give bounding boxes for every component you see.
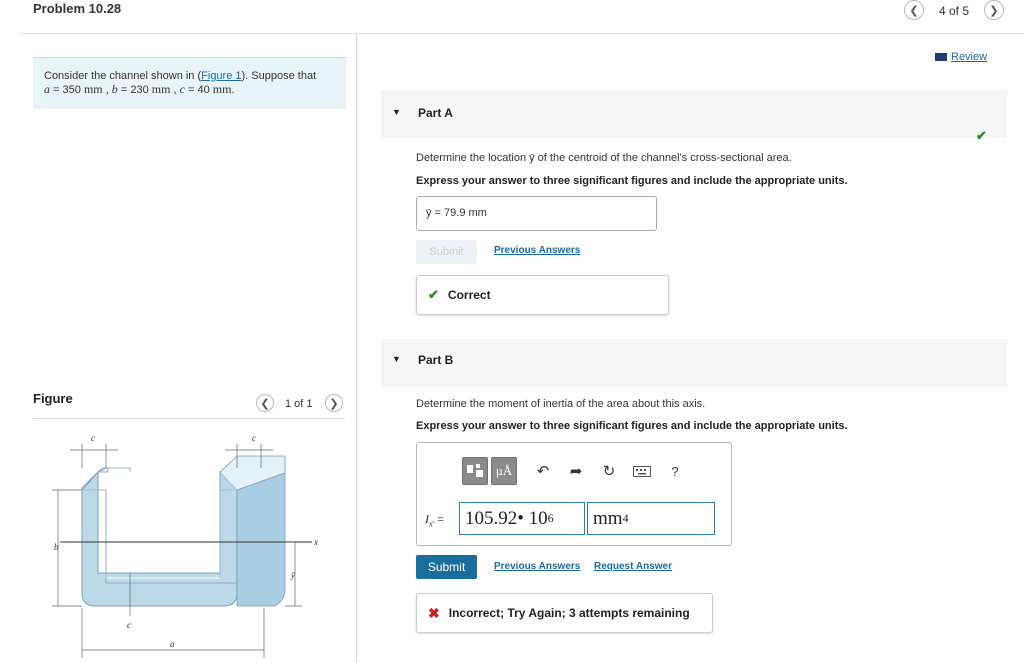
templates-button[interactable] [462, 457, 488, 485]
unit-base: mm [593, 507, 623, 529]
dim-c-left: c [91, 433, 95, 443]
figure-heading: Figure [33, 391, 73, 406]
reset-button[interactable] [594, 457, 624, 485]
undo-button[interactable] [528, 457, 558, 485]
keyboard-icon [633, 466, 651, 477]
request-answer-link[interactable]: Request Answer [594, 561, 672, 572]
value-times: • 10 [517, 507, 548, 529]
value-mantissa: 105.92 [465, 507, 518, 529]
math-toolbar [462, 457, 690, 485]
value-a: = 350 [50, 84, 84, 96]
problem-title: Problem 10.28 [33, 1, 122, 16]
column-divider [356, 34, 357, 663]
dim-c-right: c [252, 433, 256, 443]
period: . [231, 84, 235, 96]
channel-highlight [82, 490, 237, 578]
part-a-feedback-text: Correct [447, 288, 491, 302]
chevron-left-icon: ❮ [260, 397, 270, 410]
problem-statement: Consider the channel shown in (Figure 1). Suppose that a = 350 mm , b = 230 mm , c = 40 mm. [33, 57, 346, 109]
part-a-title: Part A [418, 106, 453, 120]
value-b: = 230 [117, 84, 152, 96]
part-b-previous-answers-link[interactable]: Previous Answers [494, 561, 581, 572]
part-a-question: Determine the location ȳ of the centroid of the channel's cross-sectional area. [416, 152, 792, 164]
part-a-answer-field[interactable]: ȳ = 79.9 mm [416, 196, 657, 231]
ix-var: I [425, 512, 429, 526]
review-link[interactable] [935, 51, 987, 63]
caret-down-icon: ▼ [392, 107, 401, 117]
part-a-header[interactable] [381, 90, 1007, 138]
templates-icon [466, 463, 484, 479]
value-input[interactable] [459, 502, 585, 535]
ix-label [425, 512, 444, 528]
channel-figure [40, 428, 340, 663]
part-b-title: Part B [418, 353, 454, 367]
figure-prev-button[interactable] [256, 394, 274, 412]
part-a-submit-button[interactable]: Submit [416, 240, 477, 264]
caret-down-icon: ▼ [392, 354, 401, 364]
part-a-previous-answers-link[interactable]: Previous Answers [494, 245, 581, 256]
x-icon: ✖ [428, 604, 440, 621]
help-button[interactable]: ? [671, 463, 679, 479]
part-b-instruction: Express your answer to three significant figures and include the appropriate units. [416, 420, 848, 432]
channel-shape [82, 472, 237, 606]
unit-b: mm [151, 82, 171, 96]
part-a-check-icon: ✔ [976, 128, 987, 143]
part-b-question: Determine the moment of inertia of the area about this axis. [416, 398, 706, 410]
figure-link[interactable]: Figure 1 [201, 70, 242, 82]
chevron-left-icon: ❮ [909, 4, 919, 17]
x-axis-label: x [314, 537, 318, 547]
dim-a: a [170, 639, 175, 649]
channel-right-face [237, 473, 285, 606]
value-c: = 40 [184, 84, 213, 96]
dim-c-bottom: c [127, 620, 131, 630]
book-icon [935, 53, 947, 61]
keyboard-button[interactable] [627, 457, 657, 485]
unit-input[interactable] [587, 502, 715, 535]
var-a: a [44, 82, 50, 96]
reset-icon: ↻ [602, 463, 616, 480]
figure-pager: 1 of 1 [285, 398, 313, 410]
part-a-feedback [416, 275, 669, 315]
chevron-right-icon: ❯ [989, 4, 999, 17]
ix-sub: x' [429, 519, 435, 529]
unit-exponent: 4 [622, 511, 629, 525]
chevron-right-icon: ❯ [329, 397, 339, 410]
part-b-header[interactable] [381, 339, 1007, 387]
part-b-feedback [416, 593, 713, 633]
next-problem-button[interactable] [984, 0, 1004, 20]
previous-problem-button[interactable] [904, 0, 924, 20]
review-label: Review [951, 51, 988, 63]
value-exponent: 6 [547, 511, 554, 525]
check-icon: ✔ [428, 287, 439, 302]
unit-c: mm [212, 82, 232, 96]
figure-divider [33, 418, 345, 419]
part-b-feedback-text: Incorrect; Try Again; 3 attempts remaining [448, 606, 690, 620]
part-a-instruction: Express your answer to three significant figures and include the appropriate units. [416, 175, 848, 187]
units-button[interactable]: μÅ [491, 457, 517, 485]
redo-icon: ➦ [569, 463, 583, 480]
dim-ybar: ȳ [291, 570, 295, 580]
dim-b: b [54, 542, 59, 552]
header-divider [20, 33, 1024, 34]
problem-text-suffix: ). Suppose that [241, 70, 317, 82]
part-b-submit-button[interactable]: Submit [416, 555, 477, 579]
unit-a: mm [83, 82, 103, 96]
redo-button[interactable] [561, 457, 591, 485]
problem-pagination: 4 of 5 [939, 4, 970, 18]
undo-icon: ↶ [536, 463, 550, 480]
figure-next-button[interactable] [325, 394, 343, 412]
var-c: c [179, 82, 185, 96]
problem-text: Consider the channel shown in ( [44, 70, 202, 82]
var-b: b [111, 82, 118, 96]
ix-equals: = [434, 512, 445, 526]
